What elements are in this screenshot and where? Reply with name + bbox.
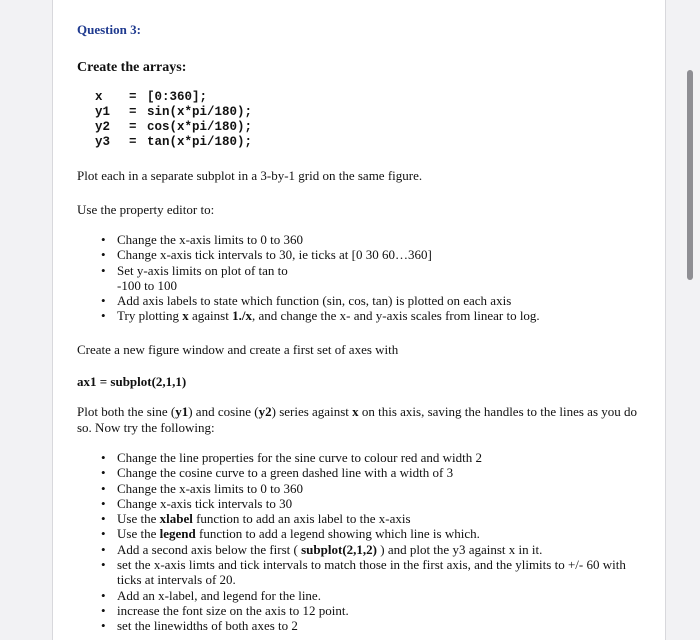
list-item-text: Add a second axis below the first ( bbox=[117, 541, 302, 557]
list-item bbox=[101, 618, 641, 633]
code-equals: = bbox=[129, 135, 137, 149]
list-item-text: function to add a legend showing which line is which. bbox=[195, 526, 480, 542]
new-figure-instruction: Create a new figure window and create a first set of axes with bbox=[77, 342, 399, 357]
paragraph-text: on this axis, saving the handles to the lines as you do so. Now try the following: bbox=[77, 404, 638, 435]
list-item-text: Use the bbox=[117, 526, 160, 542]
list-item bbox=[101, 603, 641, 618]
paragraph-text: ) and cosine ( bbox=[188, 404, 259, 419]
bold-keyword: x bbox=[182, 308, 189, 324]
bold-keyword: subplot(2,1,2) bbox=[301, 541, 377, 557]
create-arrays-heading: Create the arrays: bbox=[77, 60, 187, 75]
list-item-text: Change the x-axis limits to 0 to 360 bbox=[117, 480, 303, 496]
list-item bbox=[101, 481, 641, 496]
list-item bbox=[101, 496, 641, 511]
paragraph-text: ) series against bbox=[271, 404, 353, 419]
property-editor-list bbox=[101, 232, 641, 324]
list-item-text: Use the bbox=[117, 511, 160, 527]
list-item bbox=[101, 557, 641, 588]
list-item bbox=[101, 308, 641, 323]
code-line bbox=[95, 135, 252, 150]
list-item bbox=[101, 511, 641, 526]
code-equals: = bbox=[129, 90, 137, 104]
list-item bbox=[101, 263, 641, 294]
list-item-text: , and change the x- and y-axis scales from linear to log. bbox=[251, 308, 540, 324]
code-expression: cos(x*pi/180); bbox=[147, 120, 253, 134]
question-title: Question 3: bbox=[77, 22, 141, 37]
bold-keyword: 1./x bbox=[232, 308, 252, 324]
list-item-text: -100 to 100 bbox=[117, 277, 177, 293]
bold-keyword: y2 bbox=[258, 404, 272, 419]
code-line bbox=[95, 105, 252, 120]
list-item bbox=[101, 232, 641, 247]
list-item-text: Change x-axis tick intervals to 30 bbox=[117, 495, 293, 511]
list-item-text: set the x-axis limts and tick intervals to match those in the first axis, and the ylimits to +/- 60 with ticks at intervals of 20. bbox=[117, 557, 626, 588]
bold-keyword: xlabel bbox=[159, 511, 193, 527]
list-item bbox=[101, 588, 641, 603]
code-expression: tan(x*pi/180); bbox=[147, 135, 253, 149]
list-item bbox=[101, 247, 641, 262]
code-line bbox=[95, 120, 252, 135]
code-line bbox=[95, 90, 252, 105]
tasks-list bbox=[101, 450, 641, 634]
list-item-text: Add an x-label, and legend for the line. bbox=[117, 587, 321, 603]
code-variable: y3 bbox=[95, 135, 111, 149]
list-item bbox=[101, 293, 641, 308]
list-item-text: Change the line properties for the sine curve to colour red and width 2 bbox=[117, 450, 482, 465]
code-variable: y2 bbox=[95, 120, 111, 134]
list-item-text: against bbox=[188, 308, 233, 324]
code-block bbox=[95, 90, 252, 150]
list-item-text: Set y-axis limits on plot of tan to bbox=[117, 262, 288, 278]
document-page bbox=[52, 0, 666, 640]
code-variable: x bbox=[95, 90, 103, 104]
bold-keyword: x bbox=[352, 404, 359, 419]
list-item bbox=[101, 542, 641, 557]
list-item bbox=[101, 450, 641, 465]
paragraph-text: Plot both the sine ( bbox=[77, 404, 176, 419]
list-item-text: Change the x-axis limits to 0 to 360 bbox=[117, 232, 303, 247]
code-expression: sin(x*pi/180); bbox=[147, 105, 253, 119]
code-equals: = bbox=[129, 105, 137, 119]
list-item bbox=[101, 526, 641, 541]
plot-both-instruction bbox=[77, 404, 637, 436]
bold-keyword: y1 bbox=[175, 404, 189, 419]
list-item-text: set the linewidths of both axes to 2 bbox=[117, 618, 298, 634]
list-item-text: increase the font size on the axis to 12 point. bbox=[117, 602, 349, 618]
code-expression: [0:360]; bbox=[147, 90, 208, 104]
list-item bbox=[101, 465, 641, 480]
code-variable: y1 bbox=[95, 105, 111, 119]
list-item-text: Try plotting bbox=[117, 308, 183, 324]
list-item-text: Add axis labels to state which function (sin, cos, tan) is plotted on each axis bbox=[117, 293, 512, 309]
code-equals: = bbox=[129, 120, 137, 134]
list-item-text: function to add an axis label to the x-axis bbox=[192, 511, 411, 527]
list-item-text: Change the cosine curve to a green dashed line with a width of 3 bbox=[117, 465, 454, 481]
list-item-text: ) and plot the y3 against x in it. bbox=[376, 541, 543, 557]
property-editor-instruction: Use the property editor to: bbox=[77, 202, 215, 217]
bold-keyword: legend bbox=[159, 526, 196, 542]
list-item-text: Change x-axis tick intervals to 30, ie ticks at [0 30 60…360] bbox=[117, 247, 432, 263]
plot-each-instruction: Plot each in a separate subplot in a 3-by-1 grid on the same figure. bbox=[77, 168, 423, 183]
ax1-code-line: ax1 = subplot(2,1,1) bbox=[77, 374, 187, 389]
scrollbar-thumb[interactable] bbox=[687, 70, 693, 280]
